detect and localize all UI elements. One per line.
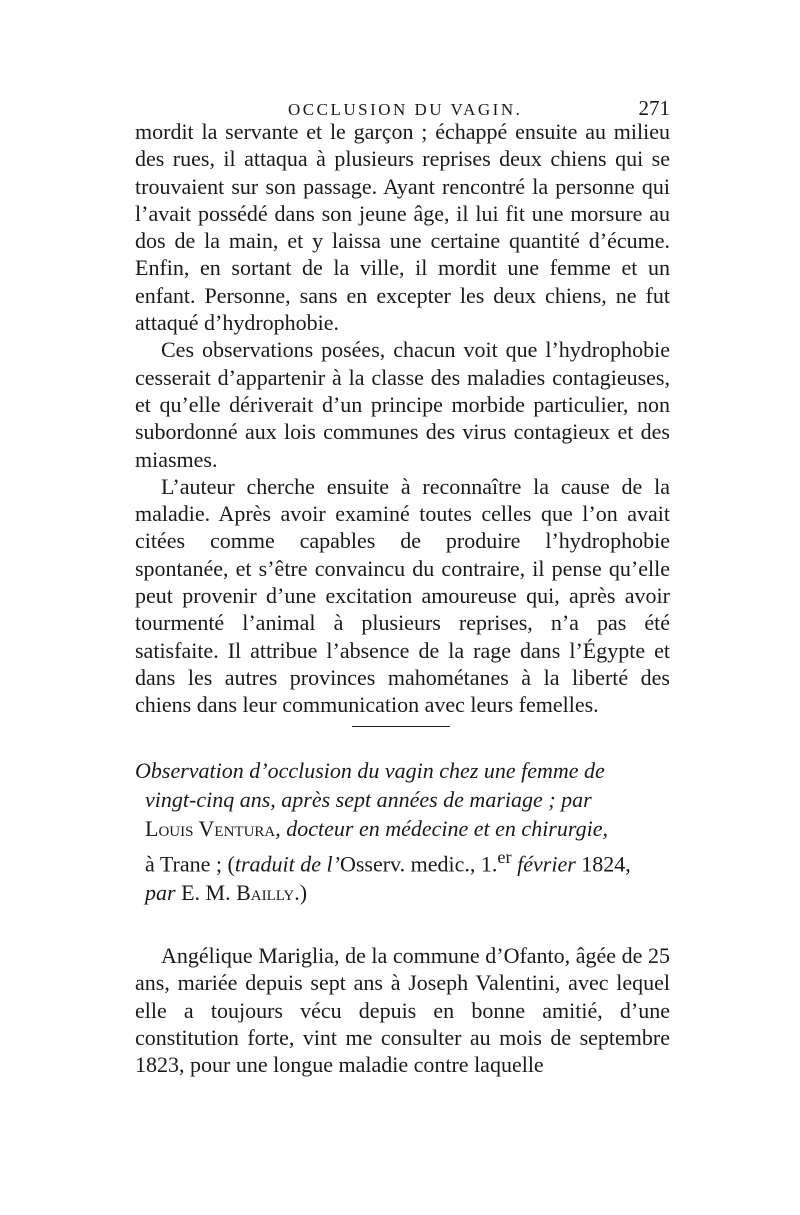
translator-name: E. M. Bailly.: [175, 880, 300, 906]
source-date-month: février: [511, 851, 576, 877]
author-location: à Trane ; (: [145, 851, 235, 877]
page-number: 271: [638, 96, 670, 120]
observation-text: [135, 942, 670, 1078]
author-name: Louis Ventura: [145, 816, 276, 841]
source-date-day: , 1.: [469, 851, 498, 877]
observation-title-line-5: [135, 878, 670, 907]
ordinal-suffix: er: [497, 847, 512, 867]
observation-title-line-4: [135, 843, 670, 878]
paragraph-observations: Ces observations posées, chacun voit que l’hydrophobie cesserait d’appartenir à la classe des maladies contagieuses, et qu’elle dériverait d’un principe morbide particulier, non subordonné aux lois communes des virus contagieux et des miasmes.: [135, 337, 670, 472]
author-credentials: , docteur en médecine et en chirurgie,: [275, 816, 608, 841]
closing-paren: ): [299, 880, 308, 906]
observation-title: [135, 756, 670, 907]
observation-title-line-2: vingt-cinq ans, après sept années de mariage ; par: [145, 787, 592, 812]
observation-title-line-3: [135, 814, 670, 843]
running-title: OCCLUSION DU VAGIN.: [288, 100, 523, 119]
paragraph-cause: L’auteur cherche ensuite à reconnaître la cause de la maladie. Après avoir examiné toutes celles que l’on avait citées comme capables de produire l’hydrophobie spontanée, et s’être convaincu du contraire, il pense qu’elle peut provenir d’une excitation amoureuse qui, après avoir tourmenté l’animal à plusieurs reprises, n’a pas été satisfaite. Il attribue l’absence de la rage dans l’Égypte et dans les autres provinces mahométanes à la liberté des chiens dans leur communication avec leurs femelles.: [135, 473, 670, 718]
translation-note: traduit de l’: [234, 851, 340, 877]
source-journal: Osserv. medic.: [339, 851, 470, 877]
paragraph-continuation: mordit la servante et le garçon ; échappé ensuite au milieu des rues, il attaqua à plusieurs reprises deux chiens qui se trouvaient sur son passage. Ayant rencontré la personne qui l’avait possédé dans son jeune âge, il lui fit une morsure au dos de la main, et y laissa une certaine quantité d’écume. Enfin, en sortant de la ville, il mordit une femme et un enfant. Personne, sans en excepter les deux chiens, ne fut attaqué d’hydrophobie.: [135, 119, 670, 336]
section-divider: [352, 726, 450, 727]
observation-title-line-1: Observation d’occlusion du vagin chez une femme de: [135, 758, 605, 783]
paragraph-case-start: Angélique Mariglia, de la commune d’Ofanto, âgée de 25 ans, mariée depuis sept ans à Joseph Valentini, avec lequel elle a toujours vécu depuis en bonne amitié, d’une constitution forte, vint me consulter au mois de septembre 1823, pour une longue maladie contre laquelle: [135, 943, 670, 1078]
source-date-year: 1824,: [575, 851, 631, 877]
translator-prefix: par: [145, 880, 176, 906]
main-text: [135, 118, 670, 719]
